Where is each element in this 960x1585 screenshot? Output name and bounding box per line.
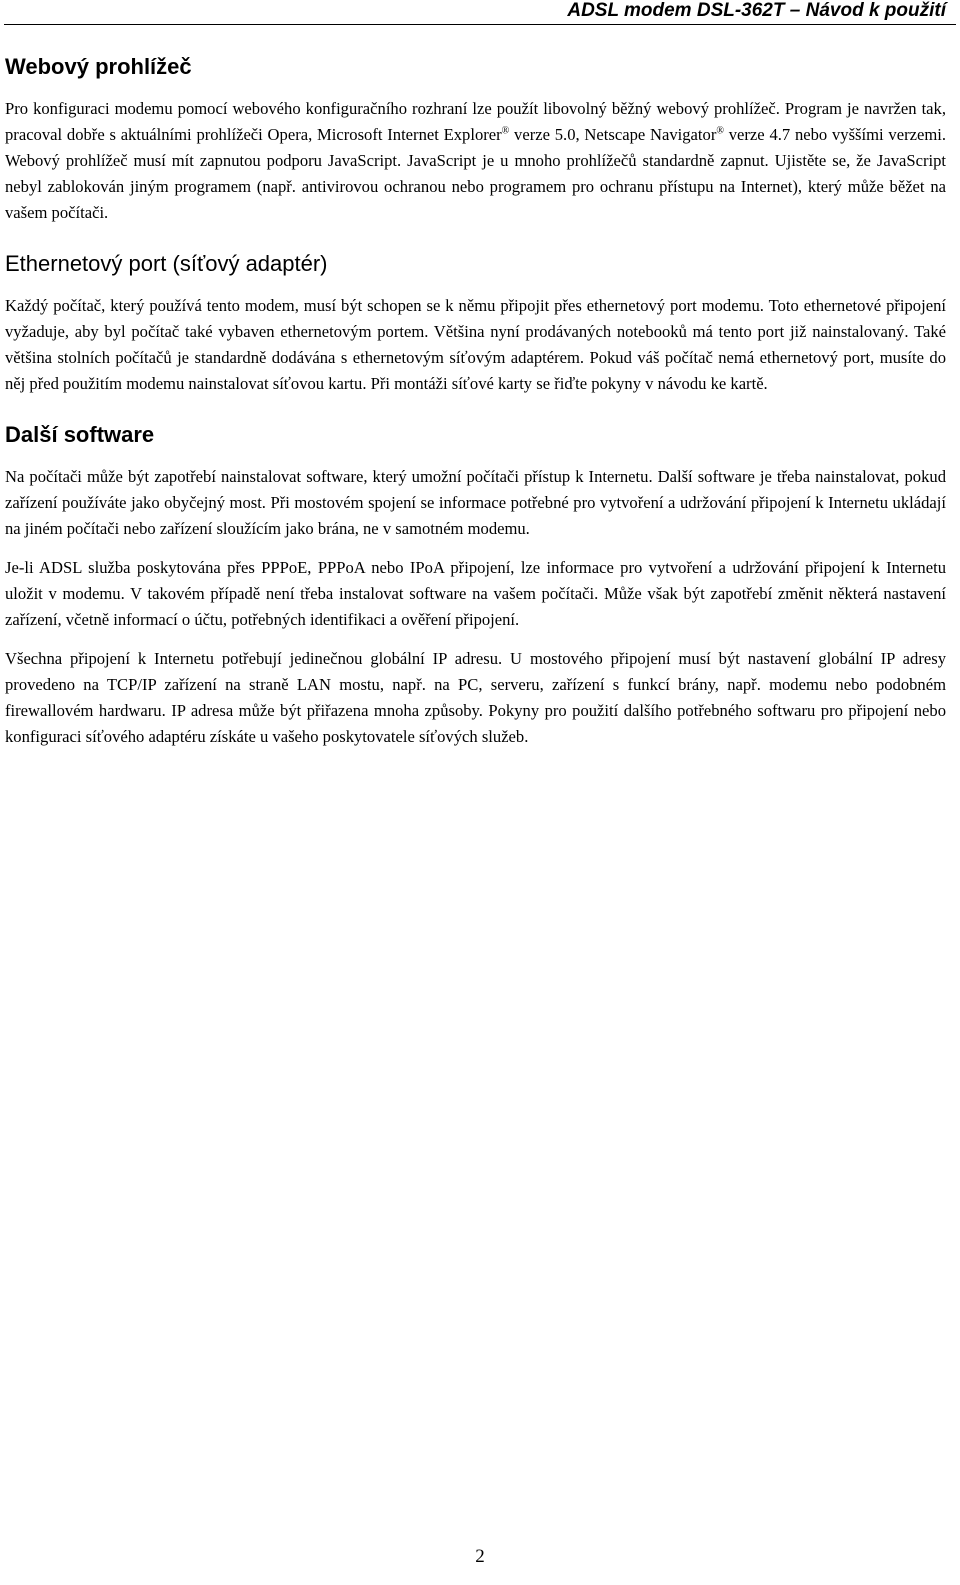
section-spacer xyxy=(5,397,946,420)
paragraph-web-browser xyxy=(5,96,946,226)
paragraph-web-browser-part2: verze 5.0, Netscape Navigator xyxy=(509,125,717,144)
registered-mark: ® xyxy=(716,125,724,137)
paragraph-web-browser-part1: Pro konfiguraci modemu pomocí webového konfiguračního rozhraní lze použít libovolný běžný webový prohlížeč. Program je navržen tak, pracoval dobře s aktuálními prohlížeči Opera, Microsoft Internet Explorer xyxy=(5,99,946,144)
header-rule xyxy=(4,24,956,25)
section-heading-other-software: Další software xyxy=(5,422,155,447)
paragraph-spacer xyxy=(5,542,946,555)
section-heading-ethernet-port: Ethernetový port (síťový adaptér) xyxy=(5,251,328,276)
paragraph-ethernet-port: Každý počítač, který používá tento modem, musí být schopen se k němu připojit přes ethernetový port modemu. Toto ethernetové připojení vyžaduje, aby byl počítač také vybaven ethernetovým portem. Většina nyní prodávaných notebooků má tento port již nainstalovaný. Také většina stolních počítačů je standardně dodávána s ethernetovým síťovým adaptérem. Pokud váš počítač nemá ethernetový port, musíte do něj před použitím modemu nainstalovat síťovou kartu. Při montáži síťové karty se řiďte pokyny v návodu ke kartě. xyxy=(5,296,946,393)
page-number: 2 xyxy=(475,1546,485,1567)
section-heading-web-browser: Webový prohlížeč xyxy=(5,54,192,79)
paragraph-spacer xyxy=(5,633,946,646)
section-web-browser xyxy=(5,52,946,226)
section-spacer xyxy=(5,226,946,249)
registered-mark: ® xyxy=(501,125,510,137)
paragraph-other-software-3: Všechna připojení k Internetu potřebují jedinečnou globální IP adresu. U mostového připojení musí být nastavení globální IP adresy provedeno na TCP/IP zařízení na straně LAN mostu, např. na PC, serveru, zařízení s funkcí brány, např. modemu nebo podobném firewallovém hardwaru. IP adresa může být přiřazena mnoha způsoby. Pokyny pro použití dalšího potřebného softwaru pro připojení nebo konfiguraci síťového adaptéru získáte u vašeho poskytovatele síťových služeb. xyxy=(5,649,946,746)
section-ethernet-port xyxy=(5,249,946,397)
paragraph-other-software-1: Na počítači může být zapotřebí nainstalovat software, který umožní počítači přístup k Internetu. Další software je třeba nainstalovat, pokud zařízení používáte jako obyčejný most. Při mostovém spojení se informace potřebné pro vytvoření a udržování připojení k Internetu ukládají na jiném počítači nebo zařízení sloužícím jako brána, ne v samotném modemu. xyxy=(5,467,946,538)
paragraph-web-browser-part3: verze 4.7 nebo vyššími verzemi. Webový prohlížeč musí mít zapnutou podporu JavaScript. JavaScript je u mnoho prohlížečů standardně zapnut. Ujistěte se, že JavaScript nebyl zablokován jiným programem (např. antivirovou ochranou nebo programem pro ochranu přístupu na Internet), který může běžet na vašem počítači. xyxy=(5,125,946,222)
section-other-software xyxy=(5,420,946,750)
running-header-title: ADSL modem DSL-362T – Návod k použití xyxy=(567,0,946,21)
page-content xyxy=(5,52,946,750)
paragraph-other-software-2: Je-li ADSL služba poskytována přes PPPoE, PPPoA nebo IPoA připojení, lze informace pro vytvoření a udržování připojení k Internetu uložit v modemu. V takovém případě není třeba instalovat software na vašem počítači. Může však být zapotřebí změnit některá nastavení zařízení, včetně informací o účtu, potřebných identifikaci a ověření připojení. xyxy=(5,558,946,629)
